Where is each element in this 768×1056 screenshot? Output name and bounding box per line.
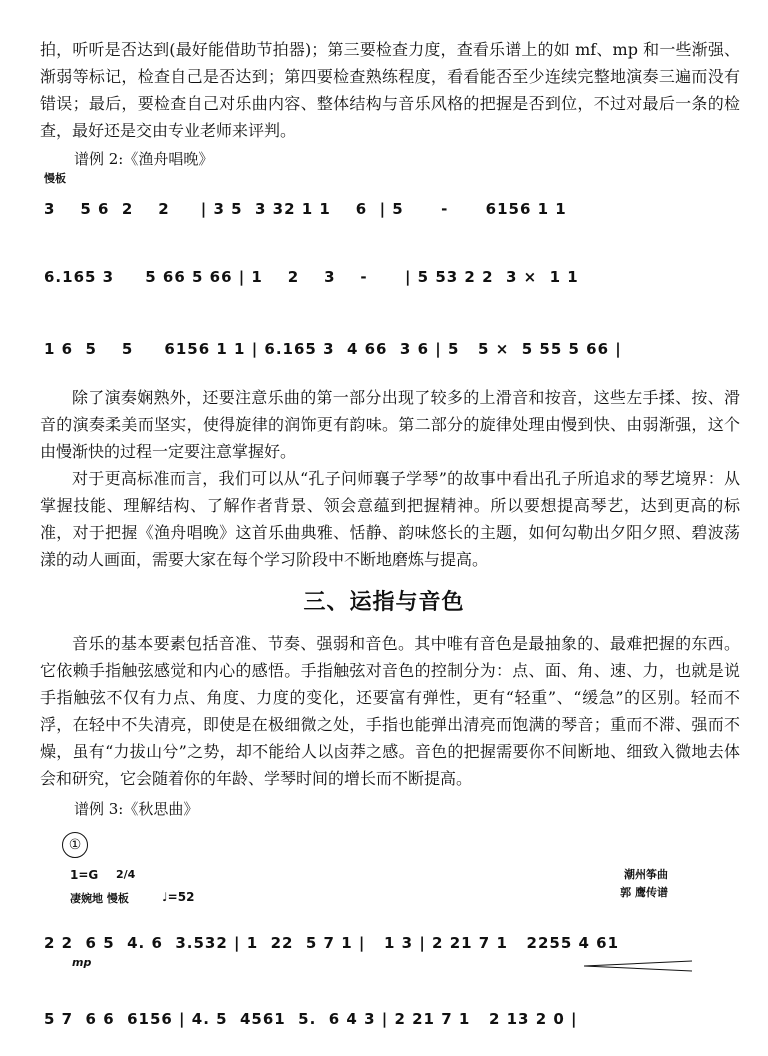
example-3-score-row-1 bbox=[44, 920, 734, 976]
example-2-label: 谱例 2:《渔舟唱晚》 bbox=[74, 150, 214, 168]
intro-paragraph: 拍，听听是否达到(最好能借助节拍器)；第三要检查力度，查看乐谱上的如 mf、mp 和一些渐强、渐弱等标记，检查自己是否达到；第四要检查熟练程度，看看能否至少连续完整地演奏三遍而没有错误；最后，要检查自己对乐曲内容、整体结构与音乐风格的把握是否到位，不过对最后一条的检查，最好还是交由专业老师来评判。 bbox=[40, 40, 740, 140]
credit-transcriber: 郭 鹰传谱 bbox=[620, 886, 668, 899]
score-notes: 5 7 6 6 6156 | 4. 5 4561 5. 6 4 3 | 2 21 7 1 2 13 2 0 | bbox=[44, 1010, 578, 1028]
example-3-label: 谱例 3:《秋思曲》 bbox=[74, 800, 199, 818]
score-notes: 6.165 3 5 66 5 66 | 1 2 3 - | 5 53 2 2 3 × 1 1 bbox=[44, 268, 579, 286]
key-signature: 1=G bbox=[70, 868, 99, 882]
example-2-tempo: 慢板 bbox=[44, 172, 66, 185]
dynamic-marking: mp bbox=[72, 956, 92, 969]
paragraph-2: 对于更高标准而言，我们可以从“孔子问师襄子学琴”的故事中看出孔子所追求的琴艺境界：从掌握技能、理解结构、了解作者背景、领会意蕴到把握精神。所以要想提高琴艺，达到更高的标准，对于把握《渔舟唱晚》这首乐曲典雅、恬静、韵味悠长的主题，如何勾勒出夕阳夕照、碧波荡漾的动人画面，需要大家在每个学习阶段中不断地磨炼与提高。 bbox=[40, 469, 740, 569]
paragraph-3: 音乐的基本要素包括音准、节奏、强弱和音色。其中唯有音色是最抽象的、最难把握的东西。它依赖手指触弦感觉和内心的感悟。手指触弦对音色的控制分为：点、面、角、速、力，也就是说手指触弦不仅有力点、角度、力度的变化，还要富有弹性，更有“轻重”、“缓急”的区别。轻而不浮，在轻中不失清亮，即使是在极细微之处，手指也能弹出清亮而饱满的琴音；重而不滞、强而不燥，虽有“力拔山兮”之势，却不能给人以卤莽之感。音色的把握需要你不间断地、细致入微地去体会和研究，它会随着你的年龄、学琴时间的增长而不断提高。 bbox=[40, 634, 740, 788]
credit-composer: 潮州筝曲 bbox=[624, 868, 668, 881]
score-notes: 1 6 5 5 6156 1 1 | 6.165 3 4 66 3 6 | 5 5 × 5 55 5 66 | bbox=[44, 340, 622, 358]
metronome-mark: ♩=52 bbox=[162, 890, 195, 904]
time-signature: 2/4 bbox=[116, 868, 136, 881]
example-2-score-row-1 bbox=[44, 186, 734, 242]
example-3-score-row-2 bbox=[44, 996, 734, 1052]
example-2-score-row-3 bbox=[44, 326, 734, 382]
crescendo-hairpin bbox=[584, 960, 694, 972]
score-notes: 3 5 6 2 2 | 3 5 3 32 1 1 6 | 5 - 6156 1 1 bbox=[44, 200, 567, 218]
example-2-score-row-2 bbox=[44, 254, 734, 310]
tempo-terms: 凄婉地 慢板 bbox=[70, 892, 129, 905]
score-notes: 2 2 6 5 4. 6 3.532 | 1 22 5 7 1 | 1 3 | 2 21 7 1 2255 4 61 bbox=[44, 934, 620, 952]
example-number: ① bbox=[62, 832, 88, 858]
section-heading: 三、运指与音色 bbox=[303, 590, 465, 615]
paragraph-1: 除了演奏娴熟外，还要注意乐曲的第一部分出现了较多的上滑音和按音，这些左手揉、按、滑音的演奏柔美而坚实，使得旋律的润饰更有韵味。第二部分的旋律处理由慢到快、由弱渐强，这个由慢渐快的过程一定要注意掌握好。 bbox=[40, 388, 740, 461]
